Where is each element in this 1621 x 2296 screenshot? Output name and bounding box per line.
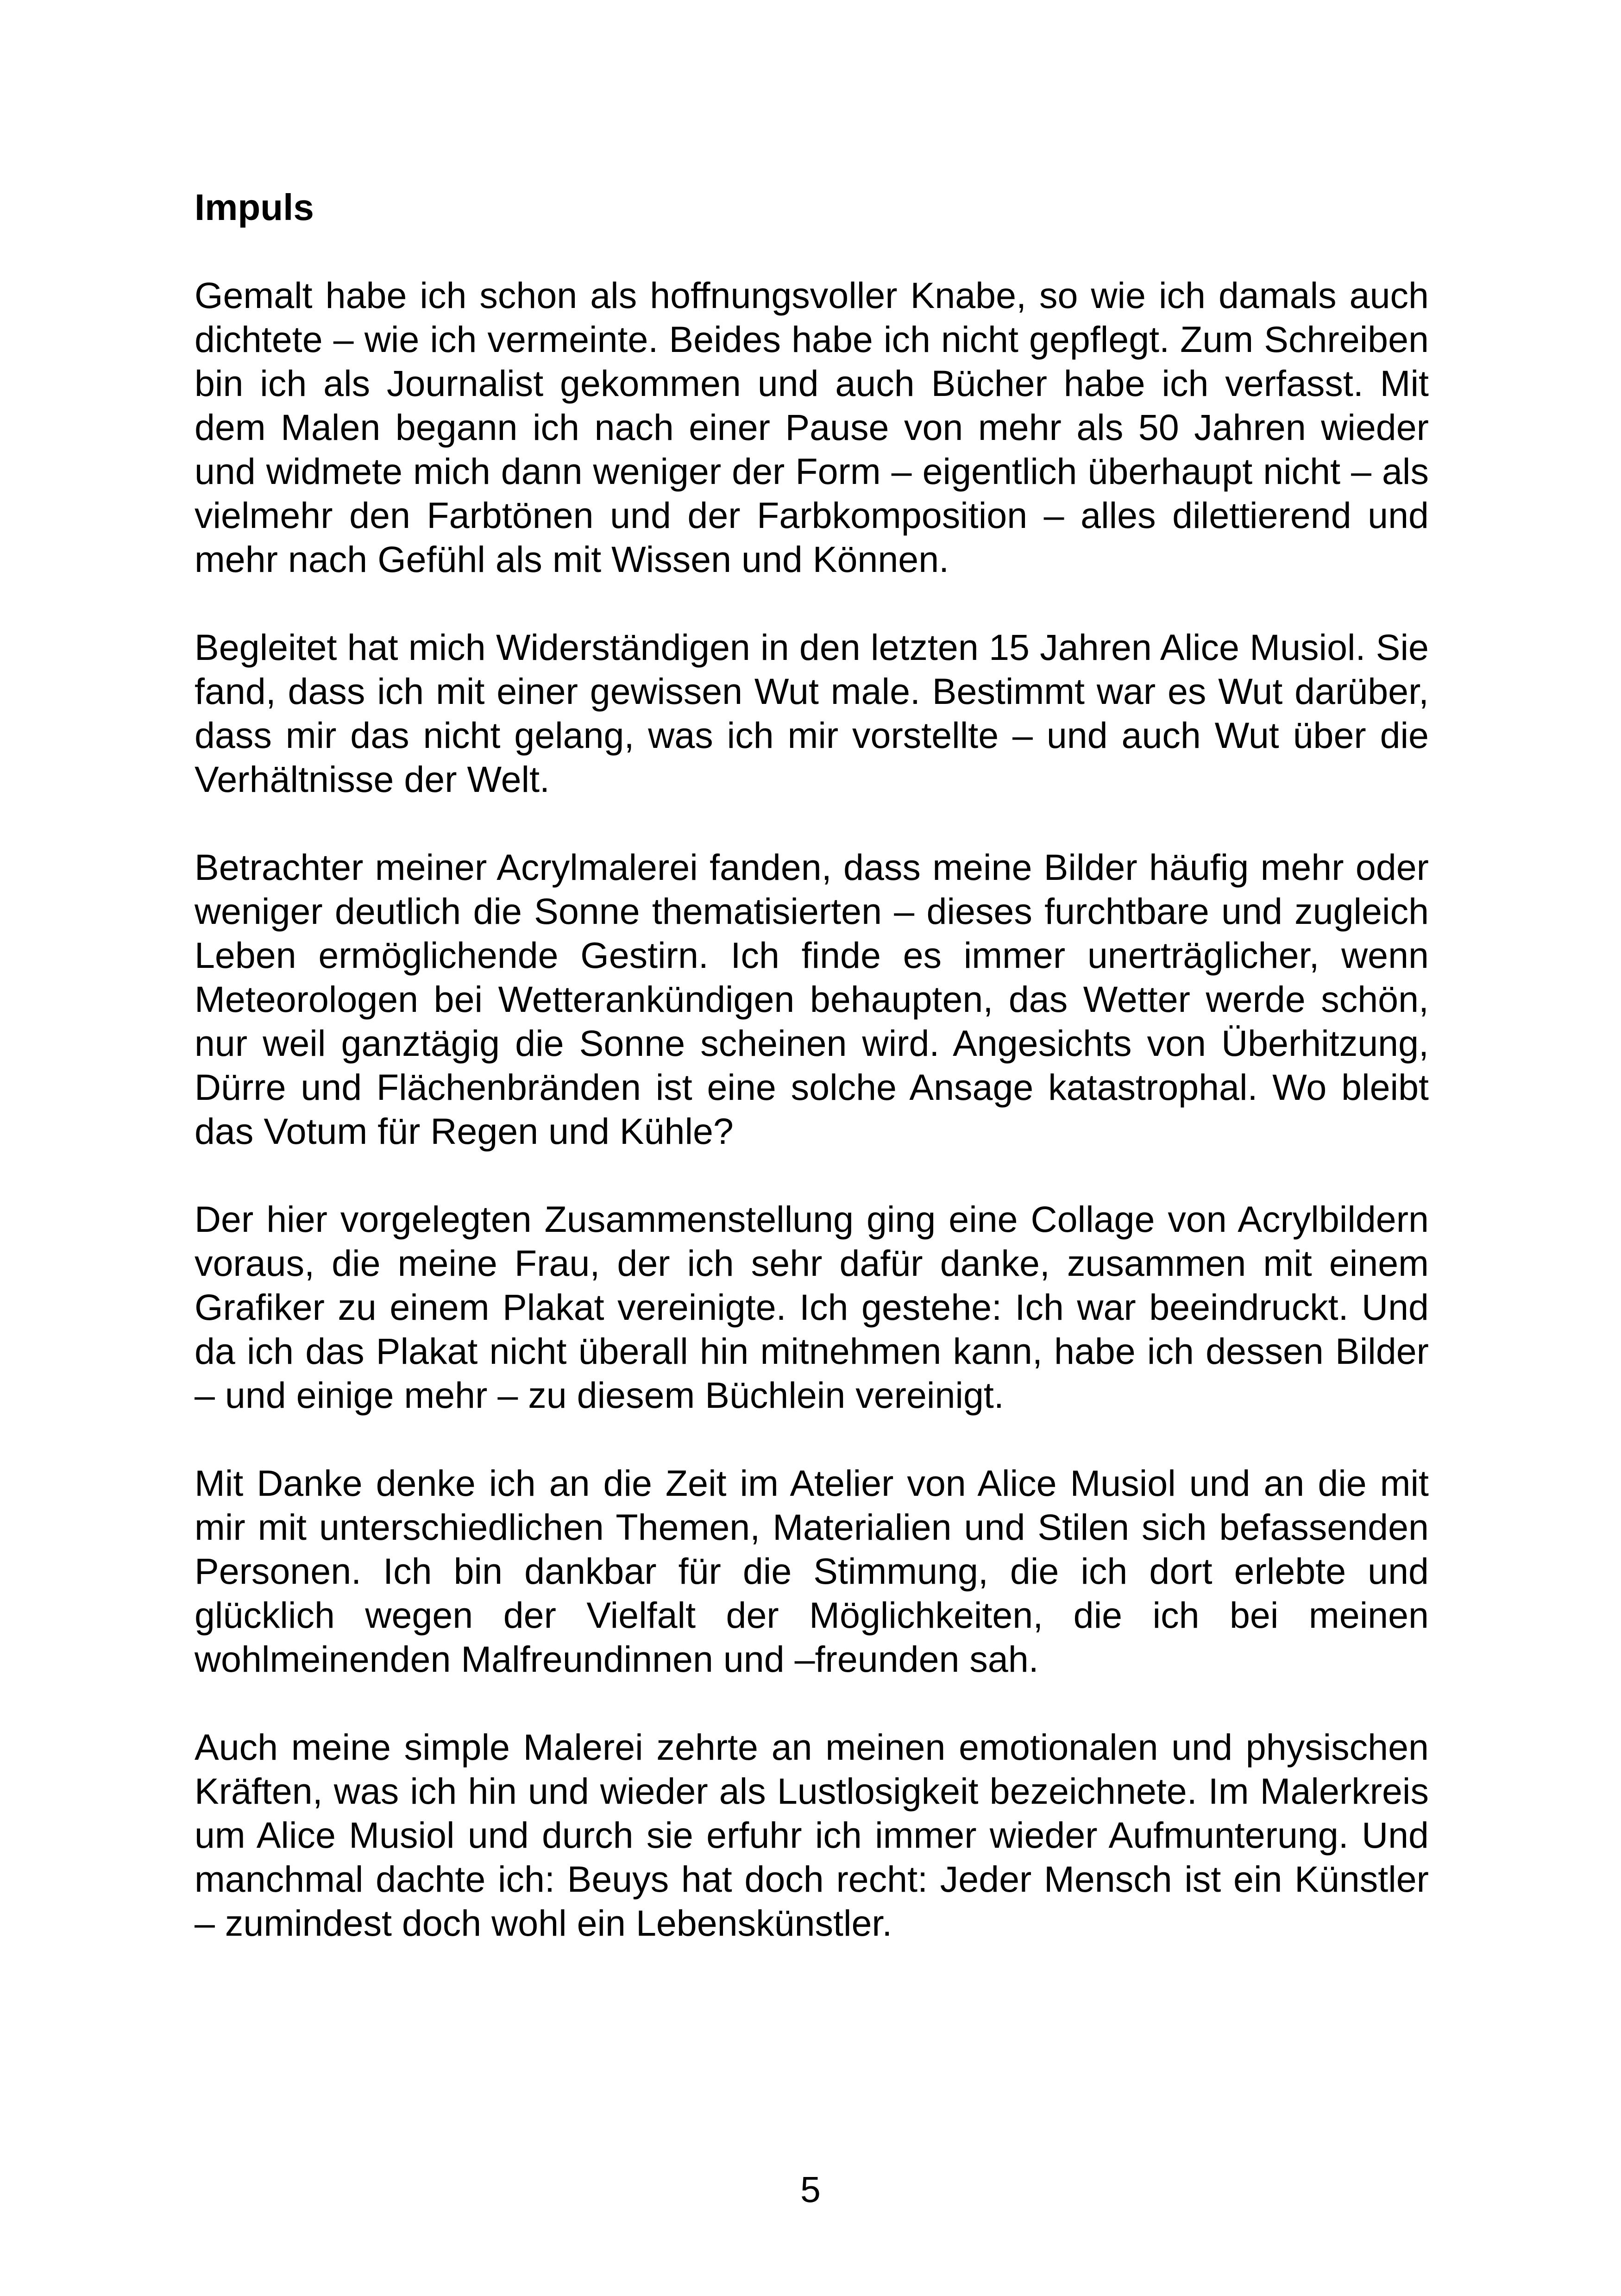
paragraph-3: Betrachter meiner Acrylmalerei fanden, dass meine Bilder häufig mehr oder weniger deutlich die Sonne thematisierten – dieses furchtbare und zugleich Leben ermöglichende Gestirn. Ich finde es immer unerträglicher, wenn Meteorologen bei Wetterankündigen behaupten, das Wetter werde schön, nur weil ganztägig die Sonne scheinen wird. Angesichts von Überhitzung, Dürre und Flächenbränden ist eine solche Ansage katastrophal. Wo bleibt das Votum für Regen und Kühle? <box>195 847 1429 1152</box>
page-number: 5 <box>800 2169 821 2210</box>
section-heading: Impuls <box>195 187 314 228</box>
paragraph-1: Gemalt habe ich schon als hoffnungsvoller Knabe, so wie ich damals auch dichtete – wie ich vermeinte. Beides habe ich nicht gepflegt. Zum Schreiben bin ich als Journalist gekommen und auch Bücher habe ich verfasst. Mit dem Malen begann ich nach einer Pause von mehr als 50 Jahren wieder und widmete mich dann weniger der Form – eigentlich überhaupt nicht – als vielmehr den Farbtönen und der Farbkomposition – alles dilettierend und mehr nach Gefühl als mit Wissen und Können. <box>195 275 1429 580</box>
paragraph-2: Begleitet hat mich Widerständigen in den letzten 15 Jahren Alice Musiol. Sie fand, dass ich mit einer gewissen Wut male. Bestimmt war es Wut darüber, dass mir das nicht gelang, was ich mir vorstellte – und auch Wut über die Verhältnisse der Welt. <box>195 627 1429 800</box>
page-content <box>195 185 1429 1945</box>
paragraph-4: Der hier vorgelegten Zusammenstellung ging eine Collage von Acrylbildern voraus, die meine Frau, der ich sehr dafür danke, zusammen mit einem Grafiker zu einem Plakat vereinigte. Ich gestehe: Ich war beeindruckt. Und da ich das Plakat nicht überall hin mitnehmen kann, habe ich dessen Bilder – und einige mehr – zu diesem Büchlein vereinigt. <box>195 1198 1429 1416</box>
paragraph-6: Auch meine simple Malerei zehrte an meinen emotionalen und physischen Kräften, was ich hin und wieder als Lustlosigkeit bezeichnete. Im Malerkreis um Alice Musiol und durch sie erfuhr ich immer wieder Aufmunterung. Und manchmal dachte ich: Beuys hat doch recht: Jeder Mensch ist ein Künstler – zumindest doch wohl ein Lebenskünstler. <box>195 1726 1429 1944</box>
paragraph-5: Mit Danke denke ich an die Zeit im Atelier von Alice Musiol und an die mit mir mit unterschiedlichen Themen, Materialien und Stilen sich befassenden Personen. Ich bin dankbar für die Stimmung, die ich dort erlebte und glücklich wegen der Vielfalt der Möglichkeiten, die ich bei meinen wohlmeinenden Malfreundinnen und –freunden sah. <box>195 1462 1429 1680</box>
